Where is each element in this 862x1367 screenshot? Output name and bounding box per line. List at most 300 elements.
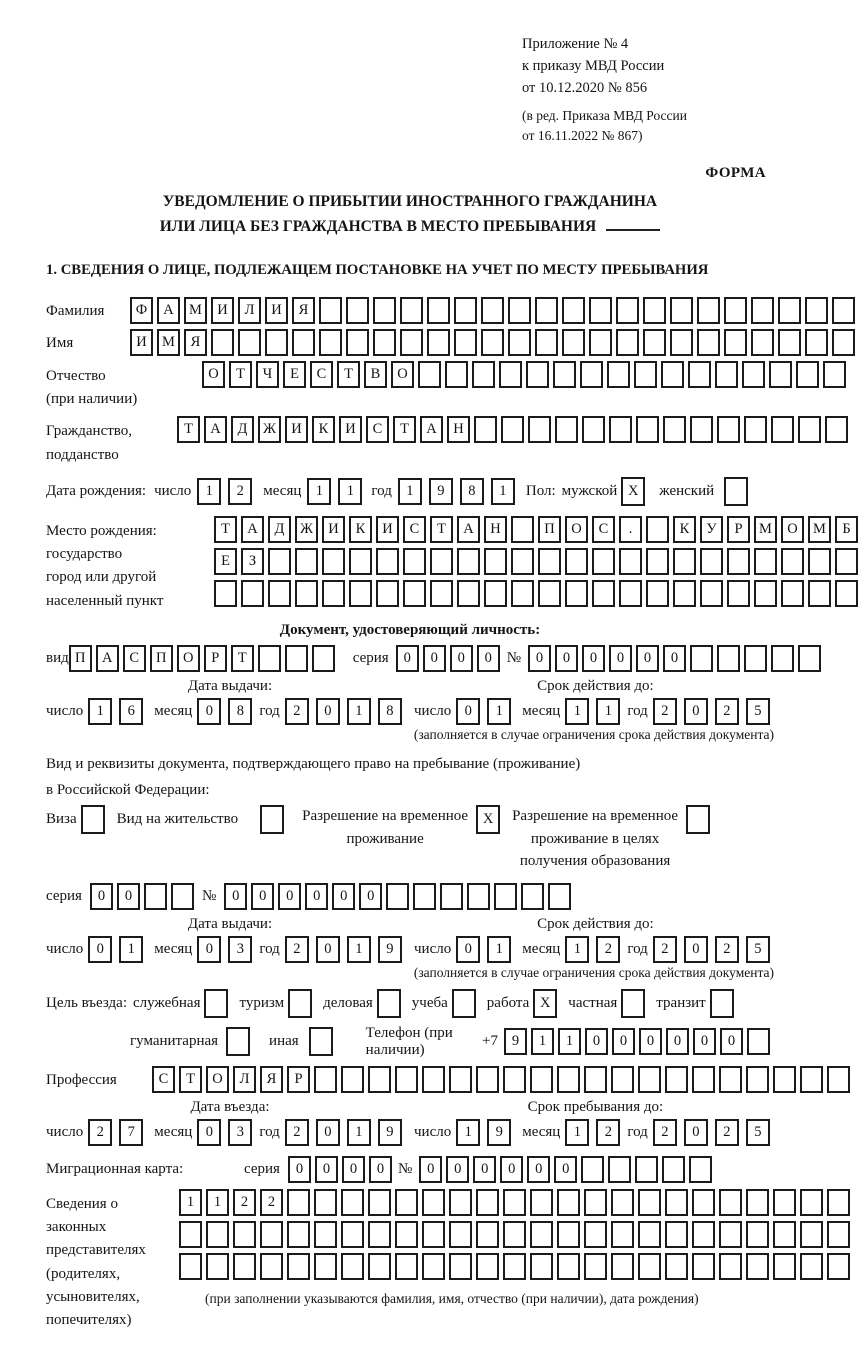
resdoc-valid-year-boxes: [653, 936, 777, 963]
char-box: [661, 361, 684, 388]
char-box: 0: [684, 1119, 708, 1146]
birth-month-boxes: [307, 478, 369, 505]
char-box: 0: [456, 936, 480, 963]
char-box: 0: [636, 645, 659, 672]
char-box: Л: [238, 297, 261, 324]
form-title: УВЕДОМЛЕНИЕ О ПРИБЫТИИ ИНОСТРАННОГО ГРАЖДАНИНА ИЛИ ЛИЦА БЕЗ ГРАЖДАНСТВА В МЕСТО ПРЕБЫВАНИЯ: [46, 190, 774, 240]
char-box: [346, 329, 369, 356]
char-box: [206, 1221, 229, 1248]
char-box: [835, 548, 858, 575]
char-box: [751, 297, 774, 324]
purpose-other-checkbox: [309, 1027, 333, 1056]
char-box: [781, 548, 804, 575]
char-box: [476, 1066, 499, 1093]
char-box: [474, 416, 497, 443]
phone-boxes: [504, 1028, 774, 1055]
char-box: [608, 1156, 631, 1183]
char-box: [773, 1253, 796, 1280]
char-box: [481, 297, 504, 324]
iddoc-kind-label: вид: [46, 649, 69, 666]
char-box: Ж: [295, 516, 318, 543]
char-box: 0: [224, 883, 247, 910]
char-box: 1: [347, 936, 371, 963]
birthplace-row-1: [214, 516, 862, 543]
char-box: [800, 1253, 823, 1280]
visa-checkbox: [81, 805, 105, 834]
char-box: 2: [285, 1119, 309, 1146]
char-box: [746, 1189, 769, 1216]
char-box: [557, 1066, 580, 1093]
resdoc-note: (заполняется в случае ограничения срока действия документа): [413, 964, 774, 980]
char-box: 0: [693, 1028, 716, 1055]
char-box: [295, 580, 318, 607]
char-box: П: [538, 516, 561, 543]
char-box: 0: [500, 1156, 523, 1183]
char-box: Б: [835, 516, 858, 543]
char-box: У: [700, 516, 723, 543]
firstname-row: [46, 329, 774, 356]
char-box: [476, 1253, 499, 1280]
char-box: 1: [487, 936, 511, 963]
char-box: С: [123, 645, 146, 672]
char-box: [476, 1221, 499, 1248]
char-box: Т: [337, 361, 360, 388]
char-box: 3: [228, 1119, 252, 1146]
representatives-row-1: [179, 1189, 854, 1216]
char-box: [368, 1221, 391, 1248]
char-box: 5: [746, 936, 770, 963]
char-box: [555, 416, 578, 443]
resdoc-issue-date: число 0 1 месяц 0 3 год 2 0 1 9: [46, 936, 414, 963]
resdoc-issue-title: Дата выдачи:: [187, 915, 273, 932]
char-box: 5: [746, 698, 770, 725]
char-box: 0: [197, 1119, 221, 1146]
phone-prefix: +7: [482, 1033, 498, 1050]
char-box: [582, 416, 605, 443]
representatives-row: [46, 1189, 774, 1333]
phone-label: Телефон (при наличии): [365, 1024, 453, 1058]
char-box: [827, 1221, 850, 1248]
char-box: [349, 580, 372, 607]
iddoc-number-label: №: [506, 649, 521, 666]
birthdate-label: Дата рождения:: [46, 482, 147, 499]
char-box: 0: [419, 1156, 442, 1183]
char-box: Е: [214, 548, 237, 575]
char-box: С: [152, 1066, 175, 1093]
char-box: [565, 580, 588, 607]
char-box: А: [420, 416, 443, 443]
char-box: [422, 1221, 445, 1248]
char-box: А: [241, 516, 264, 543]
representatives-note: (при заполнении указываются фамилия, имя, отчество (при наличии), дата рождения): [205, 1290, 699, 1306]
char-box: [530, 1253, 553, 1280]
char-box: [341, 1221, 364, 1248]
resdoc-dates: [46, 916, 774, 963]
char-box: 1: [398, 478, 422, 505]
char-box: К: [673, 516, 696, 543]
birthplace-row-3: [214, 580, 862, 607]
char-box: [778, 297, 801, 324]
issue-year-boxes: [285, 698, 409, 725]
ref-line: к приказу МВД России: [522, 57, 665, 74]
surname-boxes: [130, 297, 859, 324]
char-box: [663, 416, 686, 443]
char-box: [773, 1189, 796, 1216]
char-box: [638, 1253, 661, 1280]
char-box: [258, 645, 281, 672]
char-box: [386, 883, 409, 910]
char-box: 9: [487, 1119, 511, 1146]
char-box: [521, 883, 544, 910]
char-box: [449, 1189, 472, 1216]
valid-month-boxes: [565, 698, 627, 725]
char-box: [503, 1253, 526, 1280]
char-box: 1: [456, 1119, 480, 1146]
char-box: Т: [177, 416, 200, 443]
char-box: [692, 1189, 715, 1216]
char-box: 1: [347, 698, 371, 725]
entry-date: число 2 7 месяц 0 3 год 2 0 1 9: [46, 1119, 414, 1146]
char-box: [751, 329, 774, 356]
char-box: [827, 1253, 850, 1280]
char-box: [454, 297, 477, 324]
char-box: [562, 329, 585, 356]
char-box: [530, 1189, 553, 1216]
purpose-humanitarian-checkbox: [226, 1027, 250, 1056]
char-box: [673, 548, 696, 575]
migcard-number-boxes: [419, 1156, 716, 1183]
char-box: М: [157, 329, 180, 356]
char-box: [494, 883, 517, 910]
char-box: [368, 1189, 391, 1216]
residence-permit-option: Вид на жительство: [117, 805, 288, 834]
representatives-label: Сведения о законных представителях (родителях, усыновителях, попечителях): [46, 1195, 146, 1329]
char-box: 0: [555, 645, 578, 672]
char-box: [670, 329, 693, 356]
char-box: [700, 580, 723, 607]
char-box: [538, 580, 561, 607]
residence-permit-checkbox: [260, 805, 284, 834]
char-box: [508, 329, 531, 356]
char-box: И: [211, 297, 234, 324]
char-box: 7: [119, 1119, 143, 1146]
char-box: Я: [260, 1066, 283, 1093]
char-box: 2: [228, 478, 252, 505]
char-box: К: [349, 516, 372, 543]
char-box: Н: [447, 416, 470, 443]
char-box: А: [457, 516, 480, 543]
char-box: [287, 1189, 310, 1216]
char-box: [607, 361, 630, 388]
char-box: 1: [565, 936, 589, 963]
visa-option: Виза: [46, 805, 109, 834]
char-box: 2: [596, 1119, 620, 1146]
char-box: [395, 1189, 418, 1216]
char-box: [643, 329, 666, 356]
char-box: 0: [90, 883, 113, 910]
birthplace-row-2: [214, 548, 862, 575]
char-box: [727, 580, 750, 607]
char-box: Р: [204, 645, 227, 672]
char-box: [395, 1253, 418, 1280]
resdoc-series-boxes: [90, 883, 198, 910]
char-box: [808, 580, 831, 607]
char-box: 0: [666, 1028, 689, 1055]
char-box: [746, 1253, 769, 1280]
sex-label: Пол:: [525, 482, 556, 499]
char-box: [796, 361, 819, 388]
char-box: [314, 1066, 337, 1093]
char-box: [665, 1066, 688, 1093]
temp-residence-edu-checkbox: [686, 805, 710, 834]
char-box: 0: [582, 645, 605, 672]
purpose-business-checkbox: [204, 989, 228, 1018]
resdoc-valid-title: Срок действия до:: [537, 915, 654, 932]
char-box: О: [202, 361, 225, 388]
char-box: М: [754, 516, 777, 543]
char-box: [171, 883, 194, 910]
female-checkbox: [724, 477, 748, 506]
char-box: [581, 1156, 604, 1183]
char-box: [481, 329, 504, 356]
char-box: 0: [554, 1156, 577, 1183]
char-box: [646, 580, 669, 607]
resdoc-intro: Вид и реквизиты документа, подтверждающего право на пребывание (проживание) в Российской Федерации:: [46, 755, 581, 799]
char-box: С: [592, 516, 615, 543]
char-box: 1: [565, 698, 589, 725]
char-box: [268, 580, 291, 607]
char-box: [643, 297, 666, 324]
char-box: [179, 1221, 202, 1248]
char-box: [503, 1189, 526, 1216]
char-box: [835, 580, 858, 607]
char-box: 9: [378, 936, 402, 963]
char-box: 0: [446, 1156, 469, 1183]
char-box: Т: [393, 416, 416, 443]
char-box: [265, 329, 288, 356]
entry-dates: [46, 1099, 774, 1146]
char-box: 0: [720, 1028, 743, 1055]
iddoc-heading: Документ, удостоверяющий личность:: [279, 621, 541, 638]
char-box: [697, 329, 720, 356]
char-box: 0: [423, 645, 446, 672]
iddoc-number-boxes: [528, 645, 825, 672]
firstname-label: Имя: [46, 334, 74, 351]
char-box: 8: [378, 698, 402, 725]
char-box: [808, 548, 831, 575]
char-box: 0: [332, 883, 355, 910]
migcard-series-boxes: [288, 1156, 396, 1183]
char-box: [260, 1221, 283, 1248]
char-box: 0: [88, 936, 112, 963]
ref-edit-note: (в ред. Приказа МВД России от 16.11.2022 № 867): [522, 108, 687, 143]
ref-line: Приложение № 4: [522, 36, 629, 52]
char-box: [744, 645, 767, 672]
char-box: [413, 883, 436, 910]
iddoc-series-boxes: [396, 645, 504, 672]
char-box: [322, 580, 345, 607]
char-box: [832, 297, 855, 324]
char-box: [427, 329, 450, 356]
char-box: [427, 297, 450, 324]
char-box: 0: [359, 883, 382, 910]
char-box: [314, 1189, 337, 1216]
char-box: [719, 1221, 742, 1248]
char-box: [346, 297, 369, 324]
char-box: [241, 580, 264, 607]
purpose-private-checkbox: [621, 989, 645, 1018]
patronymic-label: Отчество (при наличии): [46, 367, 138, 408]
resdoc-options: [46, 805, 774, 873]
char-box: [805, 329, 828, 356]
char-box: [724, 329, 747, 356]
char-box: 1: [565, 1119, 589, 1146]
char-box: [635, 1156, 658, 1183]
char-box: Е: [283, 361, 306, 388]
char-box: [511, 516, 534, 543]
char-box: [724, 297, 747, 324]
purpose-label: Цель въезда:: [46, 994, 127, 1011]
char-box: О: [206, 1066, 229, 1093]
stay-day-boxes: [456, 1119, 518, 1146]
char-box: [418, 361, 441, 388]
char-box: [773, 1066, 796, 1093]
char-box: [535, 297, 558, 324]
resdoc-valid-date: число 0 1 месяц 1 2 год 2 0 2 5: [414, 936, 777, 963]
char-box: 9: [429, 478, 453, 505]
char-box: [314, 1221, 337, 1248]
char-box: Ч: [256, 361, 279, 388]
char-box: [832, 329, 855, 356]
char-box: [589, 297, 612, 324]
char-box: 2: [653, 1119, 677, 1146]
char-box: 2: [715, 698, 739, 725]
char-box: [233, 1253, 256, 1280]
char-box: Я: [292, 297, 315, 324]
char-box: [611, 1221, 634, 1248]
char-box: [206, 1253, 229, 1280]
char-box: Т: [214, 516, 237, 543]
char-box: 2: [715, 936, 739, 963]
char-box: [744, 416, 767, 443]
migration-card-label: Миграционная карта:: [46, 1160, 184, 1177]
char-box: [719, 1066, 742, 1093]
profession-row: [46, 1066, 774, 1093]
char-box: [557, 1221, 580, 1248]
birthdate-row: Дата рождения: число 1 2 месяц 1 1 год 1 9 8 1 Пол: мужской X женский: [46, 477, 774, 506]
entry-year-boxes: [285, 1119, 409, 1146]
char-box: [440, 883, 463, 910]
entry-month-boxes: [197, 1119, 259, 1146]
char-box: [503, 1221, 526, 1248]
char-box: [472, 361, 495, 388]
char-box: [422, 1189, 445, 1216]
resdoc-number-label: №: [201, 887, 217, 904]
iddoc-note: (заполняется в случае ограничения срока действия документа): [413, 726, 774, 742]
char-box: З: [241, 548, 264, 575]
char-box: [503, 1066, 526, 1093]
char-box: [292, 329, 315, 356]
char-box: [584, 1253, 607, 1280]
char-box: [422, 1066, 445, 1093]
char-box: Д: [268, 516, 291, 543]
char-box: [319, 329, 342, 356]
char-box: [692, 1253, 715, 1280]
profession-boxes: [152, 1066, 854, 1093]
stay-year-boxes: [653, 1119, 777, 1146]
char-box: [287, 1253, 310, 1280]
char-box: [260, 1253, 283, 1280]
char-box: 0: [528, 645, 551, 672]
char-box: [268, 548, 291, 575]
temp-residence-edu-option: Разрешение на временное проживание в целях получения образования: [512, 805, 714, 873]
char-box: [535, 329, 558, 356]
char-box: [662, 1156, 685, 1183]
char-box: [634, 361, 657, 388]
char-box: 0: [527, 1156, 550, 1183]
char-box: 2: [653, 698, 677, 725]
char-box: 0: [316, 936, 340, 963]
migcard-series-label: серия: [244, 1160, 280, 1177]
char-box: [314, 1253, 337, 1280]
char-box: [690, 416, 713, 443]
purpose-transit-checkbox: [710, 989, 734, 1018]
char-box: И: [265, 297, 288, 324]
char-box: 0: [450, 645, 473, 672]
char-box: Р: [727, 516, 750, 543]
char-box: 2: [653, 936, 677, 963]
char-box: С: [366, 416, 389, 443]
char-box: 2: [715, 1119, 739, 1146]
male-checkbox: X: [621, 477, 645, 506]
char-box: [778, 329, 801, 356]
char-box: 8: [460, 478, 484, 505]
char-box: И: [322, 516, 345, 543]
char-box: [557, 1189, 580, 1216]
iddoc-issue-date: число 1 6 месяц 0 8 год 2 0 1 8: [46, 698, 414, 725]
patronymic-boxes: [202, 361, 850, 388]
resdoc-issue-day-boxes: [88, 936, 150, 963]
sex-male-label: мужской: [561, 482, 618, 499]
char-box: 1: [487, 698, 511, 725]
char-box: О: [177, 645, 200, 672]
char-box: [727, 548, 750, 575]
char-box: [341, 1253, 364, 1280]
char-box: [584, 1221, 607, 1248]
char-box: 1: [197, 478, 221, 505]
char-box: 0: [117, 883, 140, 910]
char-box: [530, 1221, 553, 1248]
char-box: 0: [473, 1156, 496, 1183]
char-box: 0: [684, 698, 708, 725]
char-box: [373, 297, 396, 324]
char-box: [580, 361, 603, 388]
char-box: И: [376, 516, 399, 543]
char-box: [562, 297, 585, 324]
char-box: 0: [612, 1028, 635, 1055]
char-box: [589, 329, 612, 356]
char-box: [287, 1221, 310, 1248]
char-box: Д: [231, 416, 254, 443]
char-box: 1: [338, 478, 362, 505]
char-box: Т: [430, 516, 453, 543]
char-box: [179, 1253, 202, 1280]
char-box: 2: [260, 1189, 283, 1216]
char-box: [349, 548, 372, 575]
birthplace-label: Место рождения: государство город или другой населенный пункт: [46, 522, 164, 609]
char-box: 5: [746, 1119, 770, 1146]
char-box: [823, 361, 846, 388]
